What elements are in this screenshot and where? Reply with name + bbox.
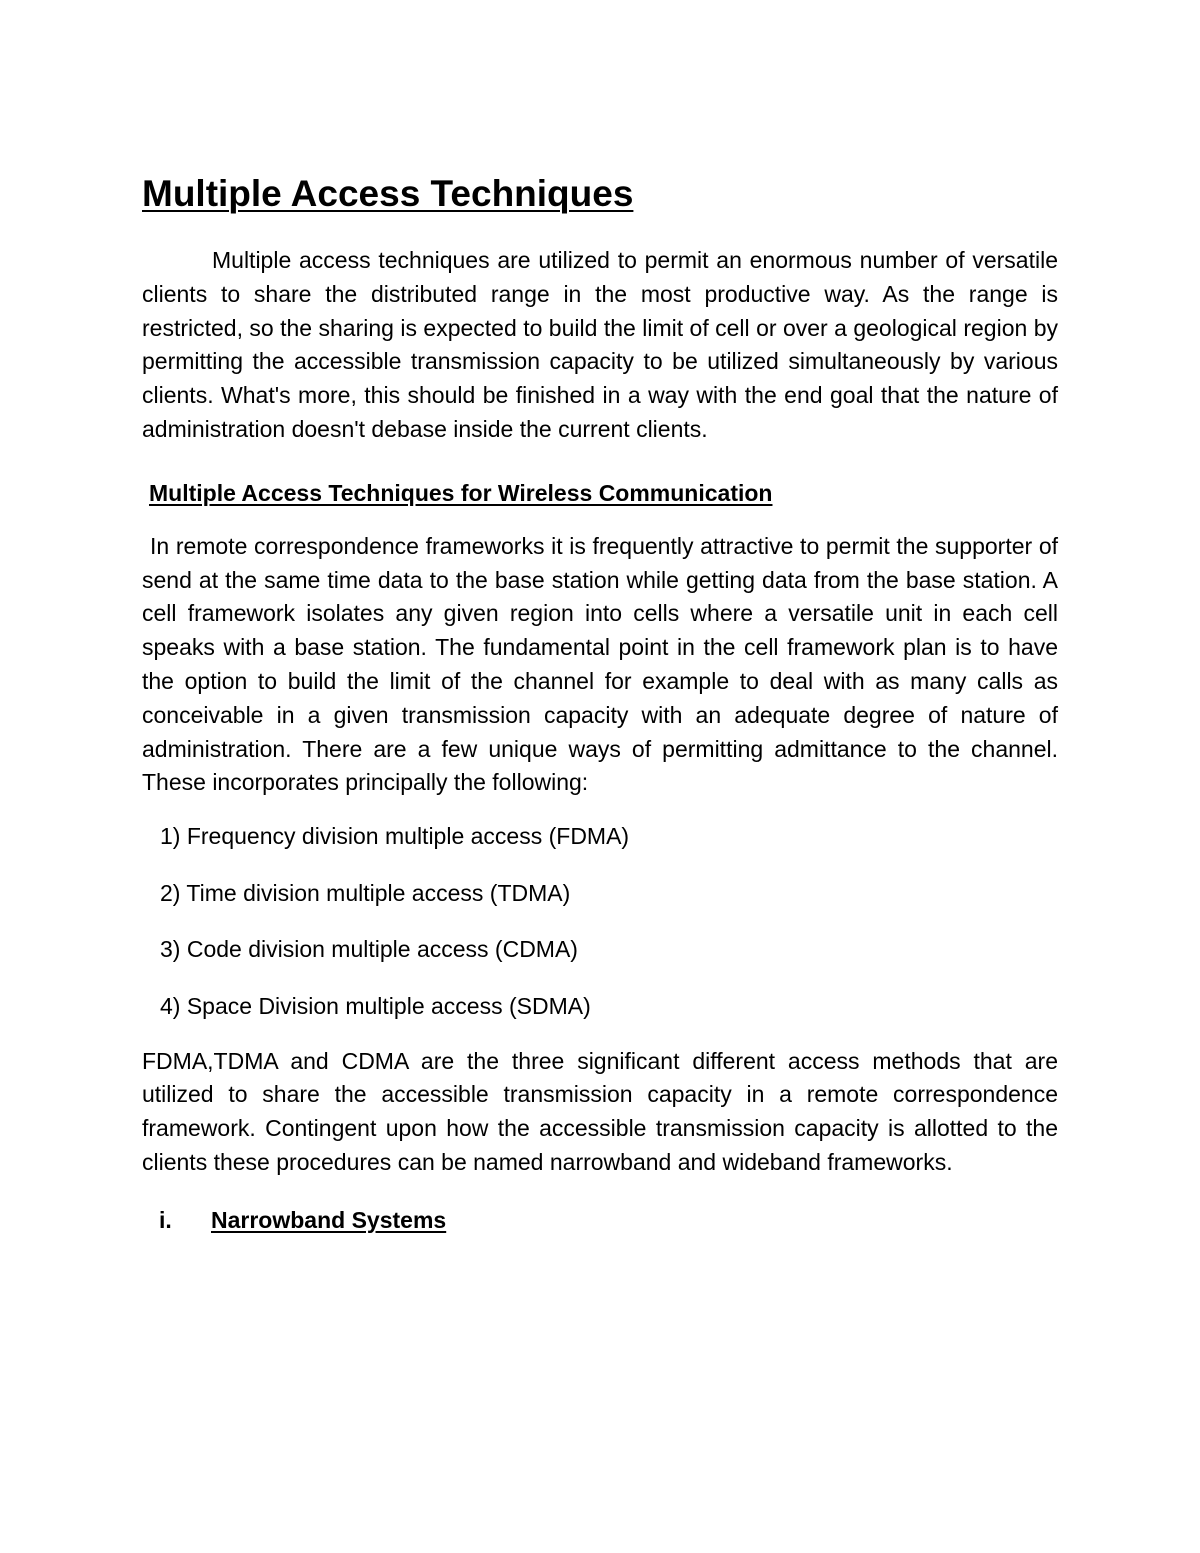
list-item: 3) Code division multiple access (CDMA): [160, 936, 578, 963]
section-label: Narrowband Systems: [211, 1206, 447, 1233]
body-paragraph: In remote correspondence frameworks it is frequently attractive to permit the supporter of send at the same time data to the base station while getting data from the base station. A cell framework isolates any given region into cells where a versatile unit in each cell speaks with a base station. The fundamental point in the cell framework plan is to have the option to build the limit of the channel for example to deal with as many calls as conceivable in a given transmission capacity with an adequate degree of nature of administration. There are a few unique ways of permitting admittance to the channel. These incorporates principally the following:: [142, 532, 1058, 796]
narrowband-heading: [142, 1204, 1058, 1237]
list-item: 1) Frequency division multiple access (FDMA): [160, 823, 630, 850]
list-item: 4) Space Division multiple access (SDMA): [160, 992, 591, 1019]
access-methods-list: [142, 820, 1058, 1023]
page-title: Multiple Access Techniques: [142, 173, 634, 214]
intro-paragraph: Multiple access techniques are utilized to permit an enormous number of versatile clients to share the distributed range in the most productive way. As the range is restricted, so the sharing is expected to build the limit of cell or over a geological region by permitting the accessible transmission capacity to be utilized simultaneously by various clients. What's more, this should be finished in a way with the end goal that the nature of administration doesn't debase inside the current clients.: [142, 247, 1058, 442]
list-item: 2) Time division multiple access (TDMA): [160, 879, 571, 906]
section-subheading: Multiple Access Techniques for Wireless Communication: [149, 479, 773, 506]
section-numeral: i.: [159, 1206, 172, 1233]
summary-paragraph: FDMA,TDMA and CDMA are the three significant different access methods that are utilized to share the accessible transmission capacity in a remote correspondence framework. Contingent upon how the accessible transmission capacity is allotted to the clients these procedures can be named narrowband and wideband frameworks.: [142, 1047, 1058, 1176]
document-page: [142, 168, 1058, 1237]
